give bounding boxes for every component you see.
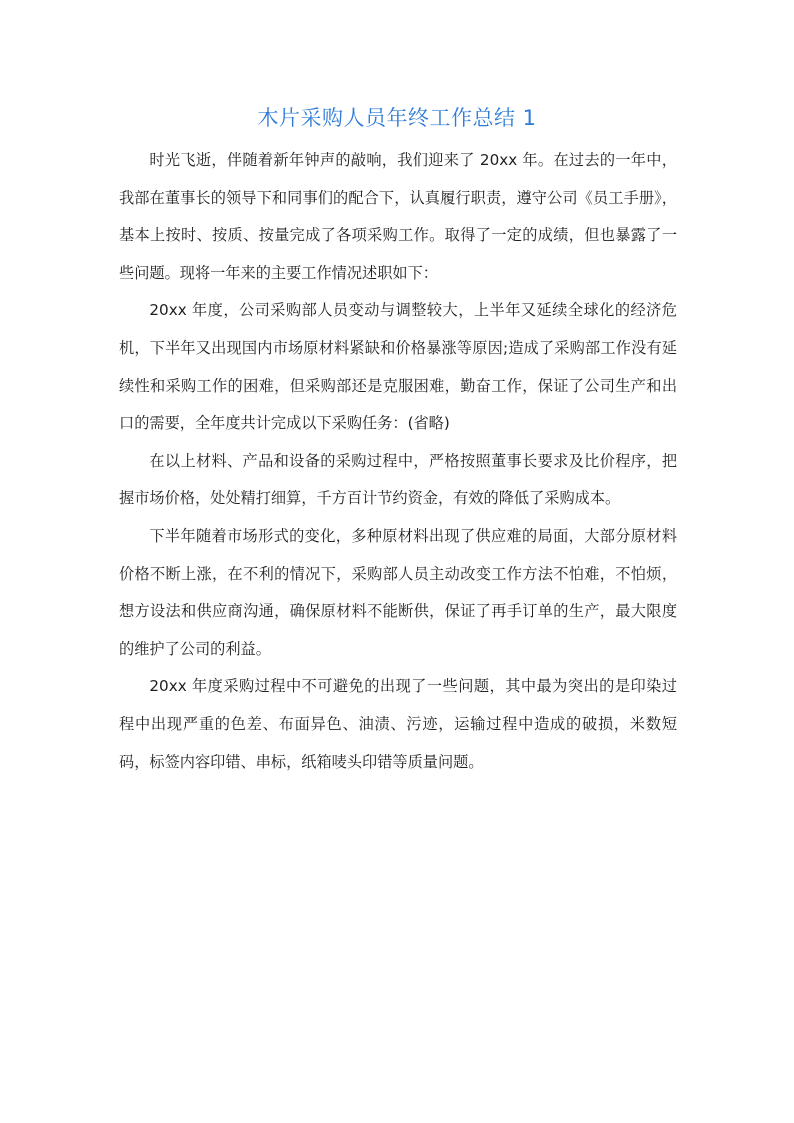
paragraph: 时光飞逝，伴随着新年钟声的敲响，我们迎来了 20xx 年。在过去的一年中，我部在董事长的领导下和同事们的配合下，认真履行职责，遵守公司《员工手册》，基本上按时、按质、按量完成了各项采购工作。取得了一定的成绩，但也暴露了一些问题。现将一年来的主要工作情况述职如下：	[119, 151, 677, 282]
document-body	[119, 142, 677, 781]
paragraph: 下半年随着市场形式的变化，多种原材料出现了供应难的局面，大部分原材料价格不断上涨，在不利的情况下，采购部人员主动改变工作方法不怕难，不怕烦，想方设法和供应商沟通，确保原材料不能断供，保证了再手订单的生产，最大限度的维护了公司的利益。	[119, 526, 677, 658]
paragraph: 在以上材料、产品和设备的采购过程中，严格按照董事长要求及比价程序，把握市场价格，处处精打细算，千方百计节约资金，有效的降低了采购成本。	[119, 451, 677, 508]
document-title: 木片采购人员年终工作总结 1	[257, 106, 537, 130]
paragraph: 20xx 年度，公司采购部人员变动与调整较大，上半年又延续全球化的经济危机，下半年又出现国内市场原材料紧缺和价格暴涨等原因;造成了采购部工作没有延续性和采购工作的困难，但采购部还是克服困难，勤奋工作，保证了公司生产和出口的需要，全年度共计完成以下采购任务：(省略)	[119, 301, 677, 433]
paragraph: 20xx 年度采购过程中不可避免的出现了一些问题，其中最为突出的是印染过程中出现严重的色差、布面异色、油渍、污迹，运输过程中造成的破损，米数短码，标签内容印错、串标，纸箱唛头印错等质量问题。	[119, 677, 677, 771]
